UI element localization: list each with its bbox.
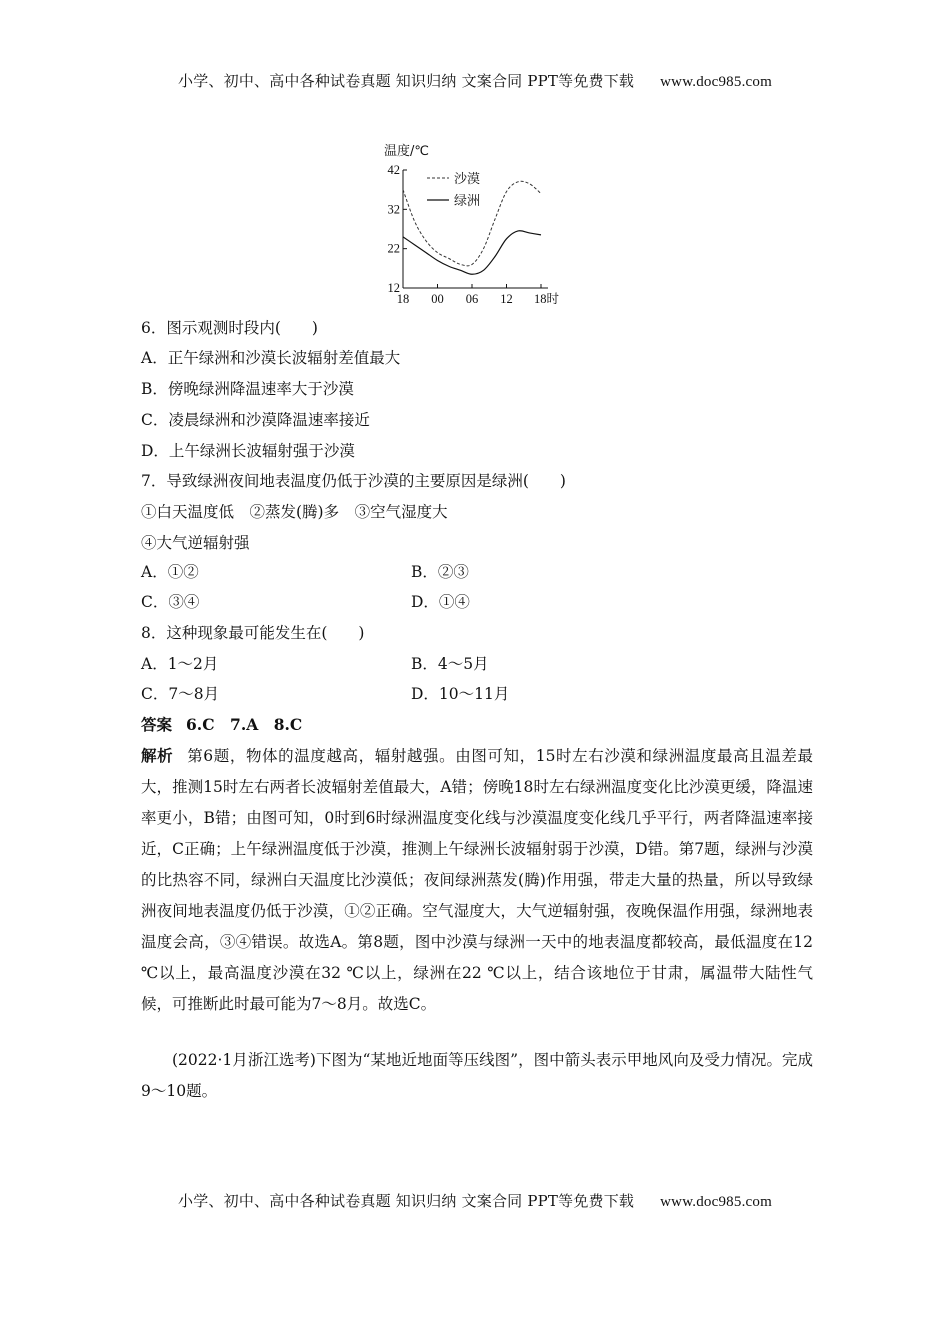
analysis-text: 第6题，物体的温度越高，辐射越强。由图可知，15时左右沙漠和绿洲温度最高且温差最大，推测15时左右两者长波辐射差值最大，A错；傍晚18时左右绿洲温度变化比沙漠更缓，降温速率更小，B错；由图可知，0时到6时绿洲温度变化线与沙漠温度变化线几乎平行，两者降温速率接近，C正确；上午绿洲温度低于沙漠，推测上午绿洲长波辐射弱于沙漠，D错。第7题，绿洲与沙漠的比热容不同，绿洲白天温度比沙漠低；夜间绿洲蒸发(腾)作用强，带走大量的热量，所以导致绿洲夜间地表温度仍低于沙漠，①②正确。空气湿度大，大气逆辐射强，夜晚保温作用强，绿洲地表温度会高，③④错误。故选A。第8题，图中沙漠与绿洲一天中的地表温度都较高，最低温度在12 ℃以上，最高温度沙漠在32 ℃以上，绿洲在22 ℃以上，结合该地位于甘肃，属温带大陆性气候，可推断此时最可能为7～8月。故选C。 [141, 747, 813, 1013]
x-tick-label: 18时 [534, 292, 560, 306]
q6-option-c[interactable]: C．凌晨绿洲和沙漠降温速率接近 [141, 411, 370, 429]
x-tick-label: 18 [396, 292, 410, 306]
temperature-chart-svg [370, 138, 580, 310]
legend-label-oasis: 绿洲 [454, 194, 481, 209]
y-tick-label: 42 [387, 163, 400, 177]
analysis-label: 解析 [141, 746, 174, 765]
q8-option-a[interactable]: A．1～2月 [141, 655, 219, 673]
legend-label-desert: 沙漠 [454, 172, 481, 187]
footer-site[interactable]: www.doc985.com [660, 1194, 772, 1210]
y-tick-label: 22 [387, 241, 400, 256]
q7-items-line2: ④大气逆辐射强 [141, 534, 250, 552]
page-header [0, 70, 950, 91]
page-footer [0, 1190, 950, 1211]
answer-label: 答案 [141, 715, 173, 734]
q6-option-a[interactable]: A．正午绿洲和沙漠长波辐射差值最大 [141, 349, 401, 367]
q8-stem: 8．这种现象最可能发生在( ) [141, 624, 365, 642]
x-tick-label: 00 [431, 292, 444, 306]
next-question-intro: (2022·1月浙江选考)下图为“某地近地面等压线图”，图中箭头表示甲地风向及受力情况。完成9～10题。 [141, 1051, 813, 1100]
analysis-paragraph [141, 740, 813, 1020]
q7-option-d[interactable]: D．①④ [411, 593, 470, 611]
q7-items-line1: ①白天温度低 ②蒸发(腾)多 ③空气湿度大 [141, 503, 448, 521]
y-tick-label: 12 [387, 281, 400, 295]
q8-option-d[interactable]: D．10～11月 [411, 685, 510, 703]
q7-stem: 7．导致绿洲夜间地表温度仍低于沙漠的主要原因是绿洲( ) [141, 472, 566, 490]
y-tick-label: 32 [387, 202, 400, 217]
header-site[interactable]: www.doc985.com [660, 74, 772, 90]
q6-option-d[interactable]: D．上午绿洲长波辐射强于沙漠 [141, 442, 355, 460]
q7-option-c[interactable]: C．③④ [141, 593, 200, 611]
x-tick-label: 06 [465, 292, 479, 306]
q8-option-c[interactable]: C．7～8月 [141, 685, 220, 703]
q8-option-b[interactable]: B．4～5月 [411, 655, 489, 673]
q6-option-b[interactable]: B．傍晚绿洲降温速率大于沙漠 [141, 380, 354, 398]
answer-values: 6.C 7.A 8.C [186, 715, 303, 734]
header-text: 小学、初中、高中各种试卷真题 知识归纳 文案合同 PPT等免费下载 [178, 72, 635, 90]
temperature-chart [370, 138, 580, 310]
x-tick-label: 12 [500, 292, 513, 306]
answer-line [141, 715, 302, 735]
y-axis-title: 温度/℃ [384, 144, 429, 159]
q7-option-a[interactable]: A．①② [141, 563, 199, 581]
footer-text: 小学、初中、高中各种试卷真题 知识归纳 文案合同 PPT等免费下载 [178, 1192, 635, 1210]
q6-stem: 6．图示观测时段内( ) [141, 319, 318, 337]
q7-option-b[interactable]: B．②③ [411, 563, 469, 581]
